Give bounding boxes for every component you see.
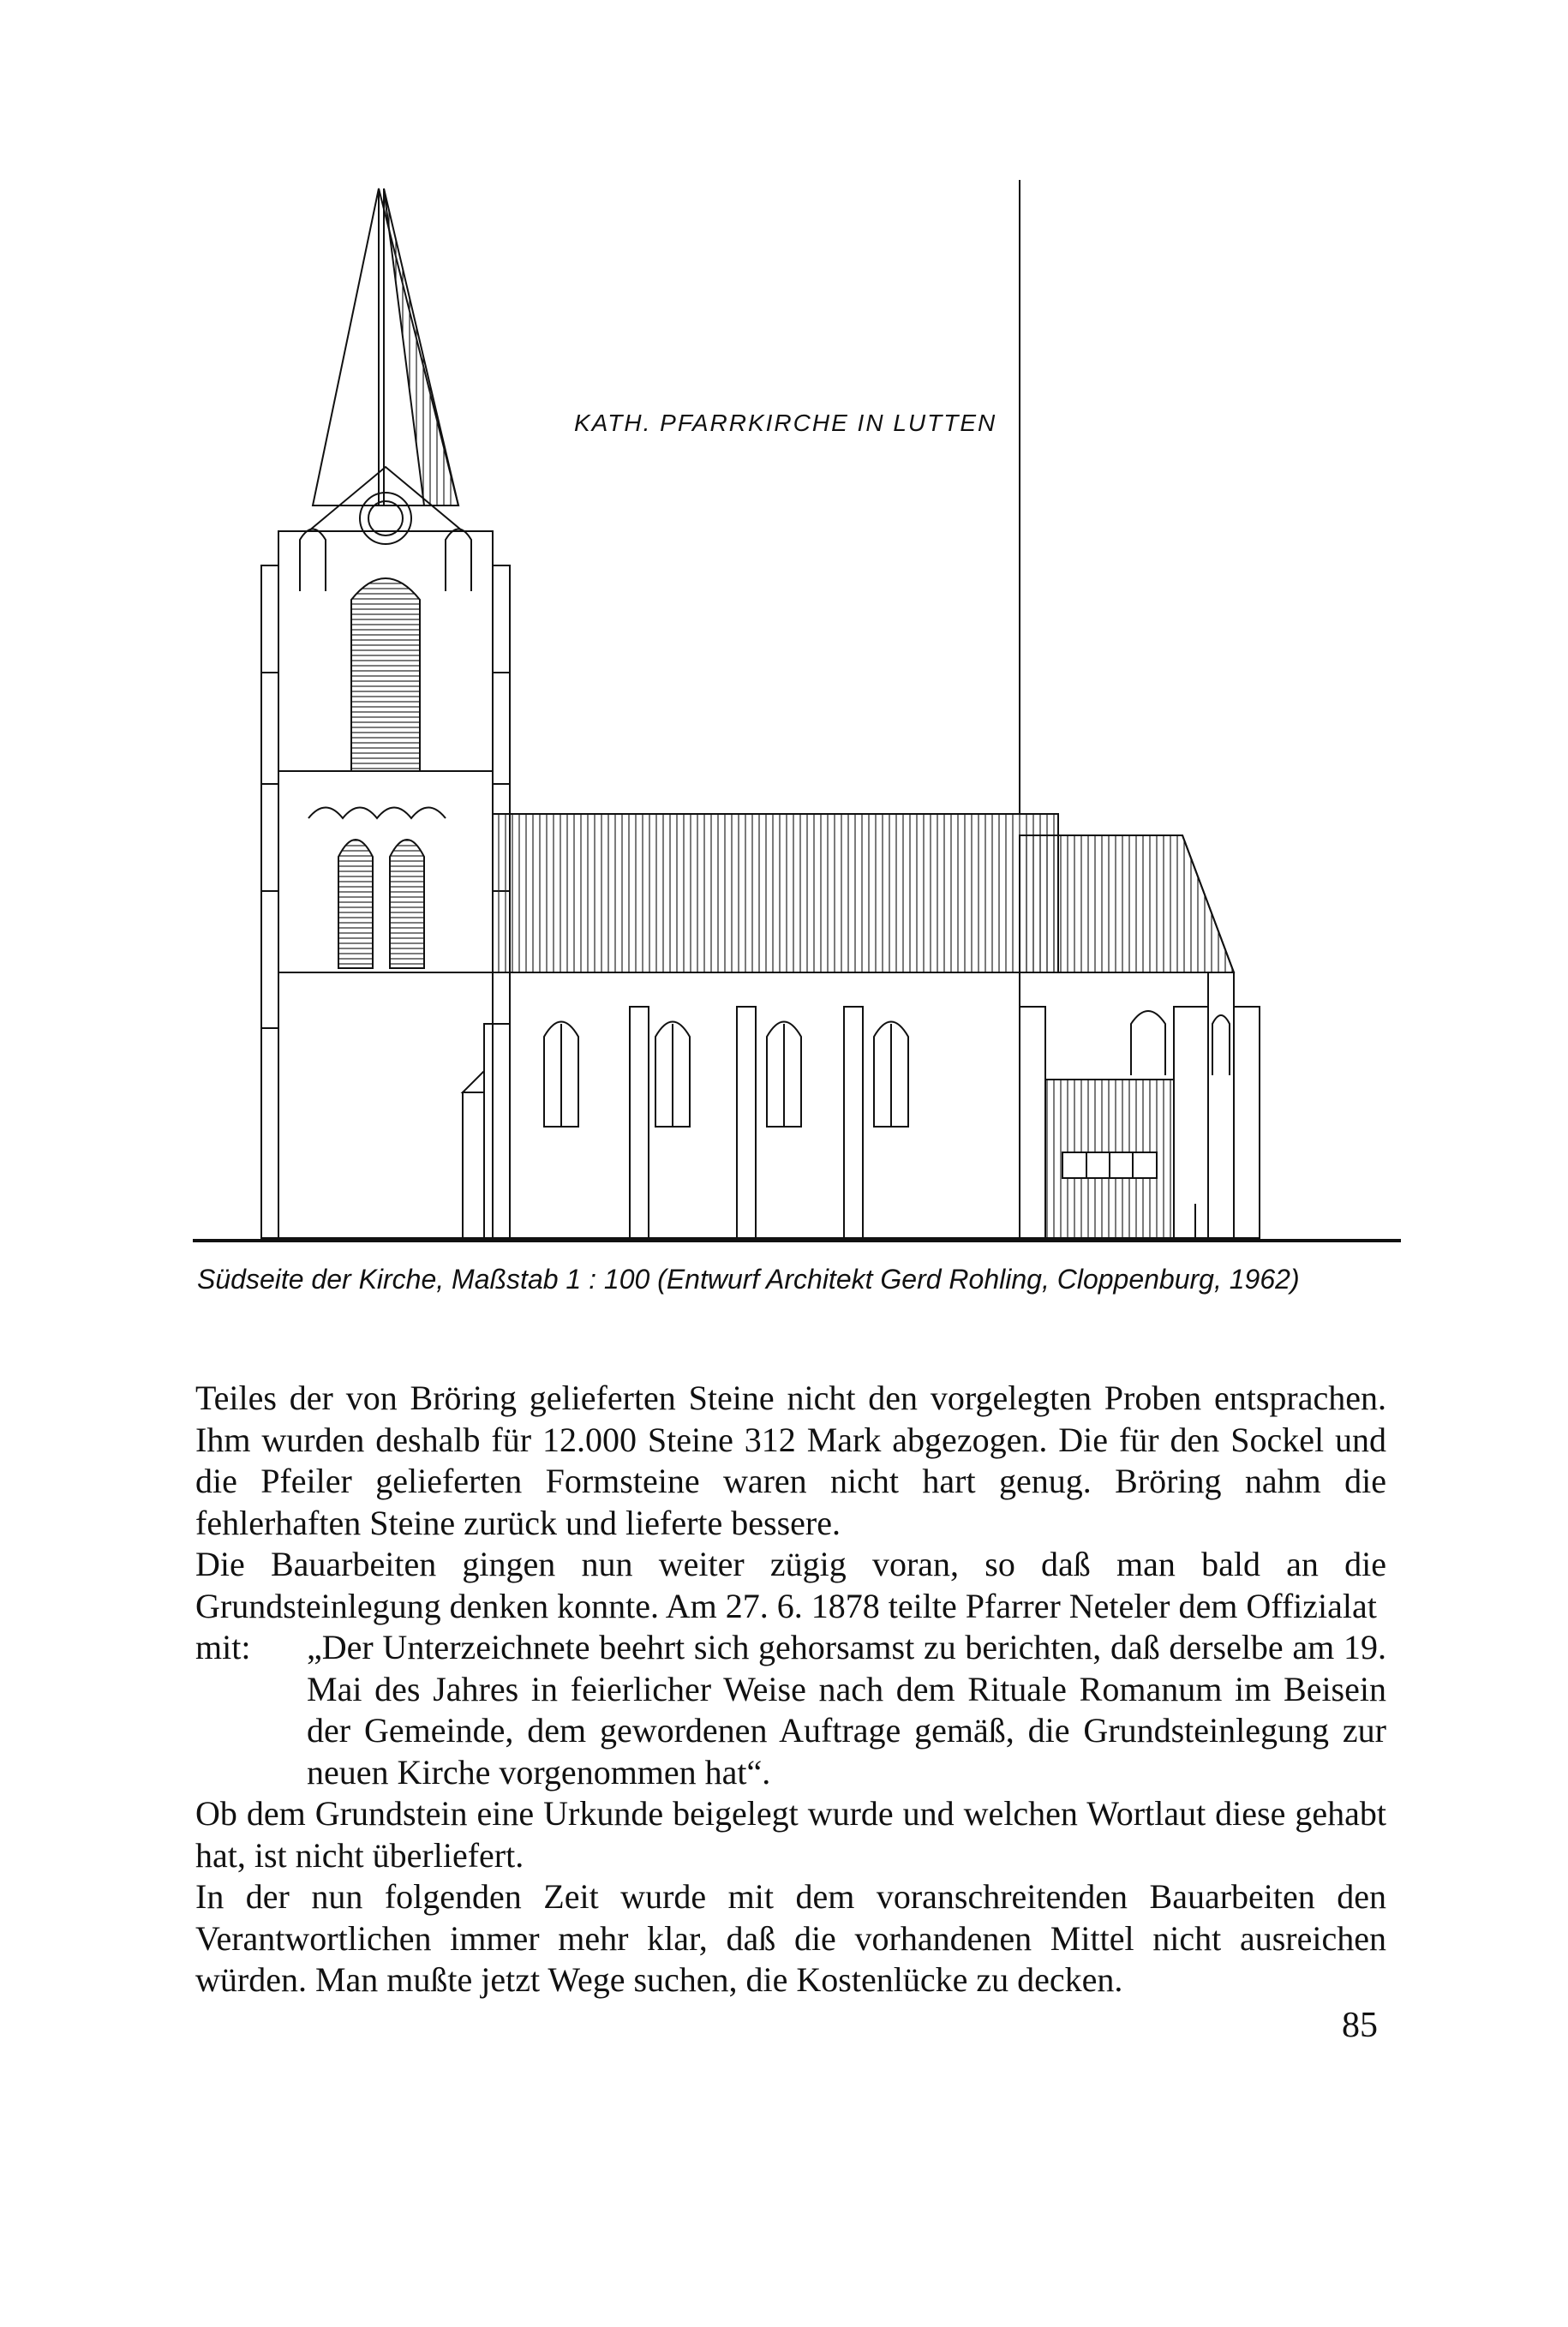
quote-text [307, 1627, 1386, 1793]
quote-lead: mit: [195, 1628, 251, 1666]
body-text [195, 1378, 1386, 2001]
tower-window-left [338, 840, 373, 968]
belfry-window [351, 578, 420, 771]
figure-caption: Südseite der Kirche, Maßstab 1 : 100 (Entwurf Architekt Gerd Rohling, Cloppenburg, 1962) [197, 1264, 1300, 1295]
church-elevation-drawing [180, 180, 1405, 1259]
paragraph: Ob dem Grundstein eine Urkunde beigelegt wurde und welchen Wortlaut diese gehabt hat, ist nicht überliefert. [195, 1794, 1386, 1875]
tower-window-right [390, 840, 424, 968]
page-number: 85 [1342, 2006, 1378, 2045]
quote-block [195, 1627, 1386, 1793]
paragraph: Die Bauarbeiten gingen nun weiter zügig voran, so daß man bald an die Grundsteinlegung denken konnte. Am 27. 6. 1878 teilte Pfarrer Neteler dem Offizialat [195, 1545, 1386, 1625]
church-elevation-svg [180, 180, 1405, 1259]
drawing-title: KATH. PFARRKIRCHE IN LUTTEN [574, 410, 997, 436]
quote: „Der Unterzeichnete beehrt sich gehorsamst zu berichten, daß derselbe am 19. Mai des Jahres in feierlicher Weise nach dem Rituale Romanum im Beisein der Gemeinde, dem gewordenen Auftrage gemäß, die Grundsteinlegung zur neuen Kirche vorgenommen hat“. [307, 1628, 1386, 1792]
nave-roof [493, 814, 1058, 972]
chancel-roof [1020, 835, 1234, 972]
paragraph: In der nun folgenden Zeit wurde mit dem voranschreitenden Bauarbeiten den Verantwortlichen immer mehr klar, daß die vorhandenen Mittel nicht ausreichen würden. Man mußte jetzt Wege suchen, die Kostenlücke zu decken. [195, 1877, 1386, 1999]
chancel-window [1131, 1011, 1165, 1075]
nave-wall [510, 972, 1020, 1238]
paragraph: Teiles der von Bröring gelieferten Steine nicht den vorgelegten Proben entsprachen. Ihm wurden deshalb für 12.000 Steine 312 Mark abgezogen. Die für den Sockel und die Pfeiler gelieferten Formsteine waren nicht hart genug. Bröring nahm die fehlerhaften Steine zurück und lieferte bessere. [195, 1379, 1386, 1542]
